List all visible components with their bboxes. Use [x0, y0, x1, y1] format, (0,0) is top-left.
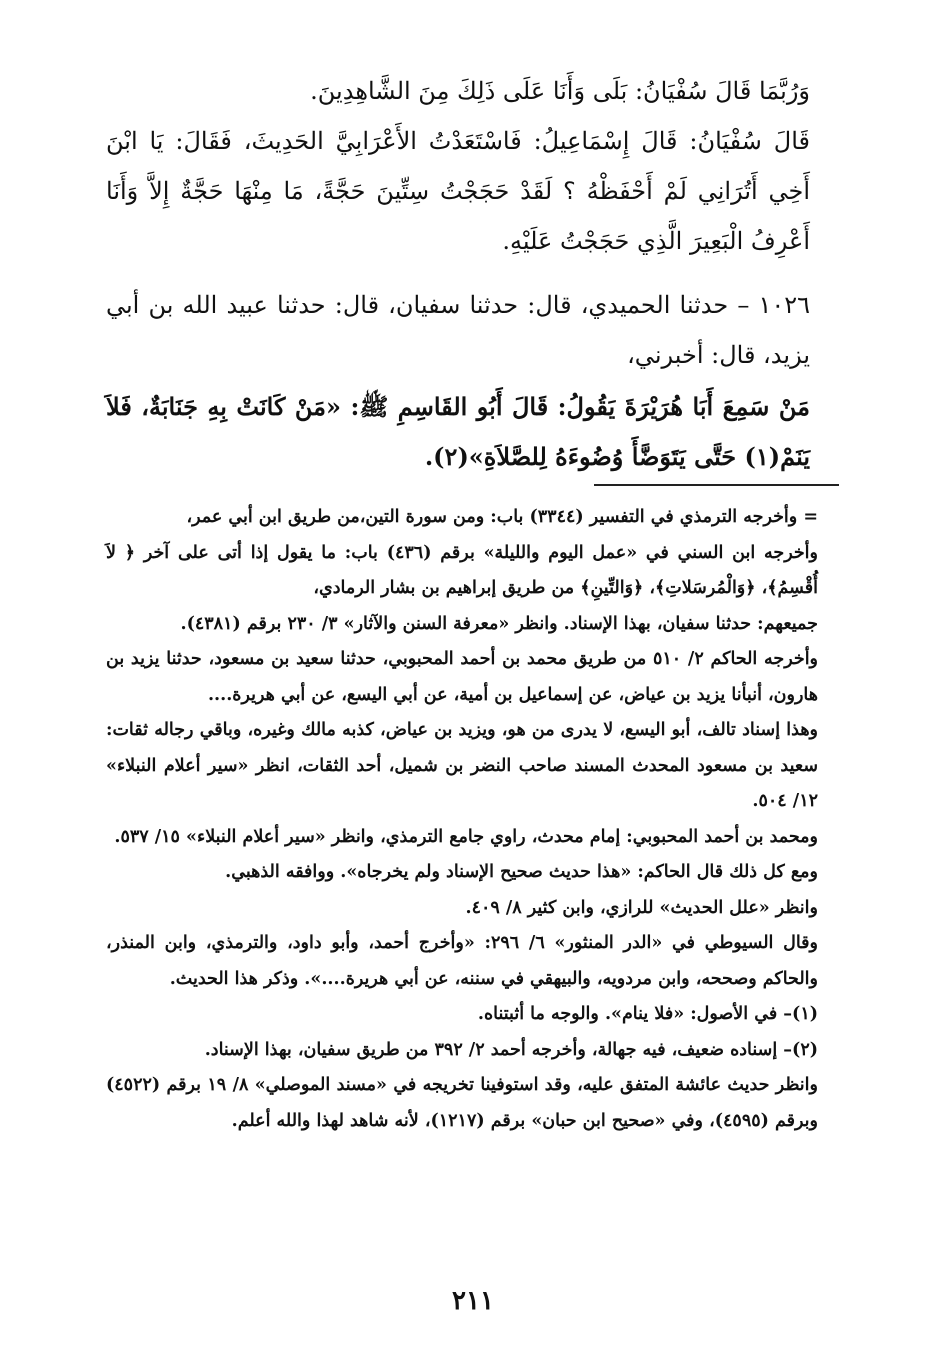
- footnote-line: وانظر «علل الحديث» للرازي، وابن كثير ٨/ ٤٠٩.: [465, 897, 818, 918]
- footnote-line: وانظر حديث عائشة المتفق عليه، وقد استوفينا تخريجه في «مسند الموصلي» ٨/ ١٩ برقم (٤٥٢٢) وبرقم (٤٥٩٥)، وفي «صحيح ابن حبان» برقم (١٢١٧)، لأنه شاهد لهذا والله أعلم.: [106, 1075, 818, 1131]
- main-paragraph-2: قَالَ سُفْيَانُ: قَالَ إِسْمَاعِيلُ: فَاسْتَعَدْتُ الأَعْرَابِيَّ الحَدِيثَ، فَقَالَ: يَا ابْنَ أَخِي أَتُرَانِي لَمْ أَحْفَظْهُ ؟ لَقَدْ حَجَجْتُ سِتِّينَ حَجَّةً، مَا مِنْهَا حَجَّةٌ إِلاَّ وَأَنَا أَعْرِفُ الْبَعِيرَ الَّذِي حَجَجْتُ عَلَيْهِ.: [106, 127, 810, 255]
- hadith-isnad: ١٠٢٦ – حدثنا الحميدي، قال: حدثنا سفيان، قال: حدثنا عبيد الله بن أبي يزيد، قال: أخبرني،: [106, 291, 810, 369]
- footnote-line: وهذا إسناد تالف، أبو اليسع، لا يدرى من هو، ويزيد بن عياض، كذبه مالك وغيره، وباقي رجاله ثقات: سعيد بن مسعود المحدث المسند صاحب النضر بن شميل، أحد الثقات، انظر «سير أعلام النبلاء» ١٢/ ٥٠٤.: [106, 720, 818, 811]
- main-paragraph-1: وَرُبَّمَا قَالَ سُفْيَانُ: بَلَى وَأَنَا عَلَى ذَلِكَ مِنَ الشَّاهِدِينَ.: [310, 77, 810, 105]
- page-number: ٢١١: [452, 1286, 494, 1316]
- footnote-line: = وأخرجه الترمذي في التفسير (٣٣٤٤) باب: ومن سورة التين،من طريق ابن أبي عمر،: [186, 507, 818, 527]
- footnote-line: ومحمد بن أحمد المحبوبي: إمام محدث، راوي جامع الترمذي، وانظر «سير أعلام النبلاء» ١٥/ ٥٣٧.: [114, 826, 818, 847]
- footnote-line: ومع كل ذلك قال الحاكم: «هذا حديث صحيح الإسناد ولم يخرجاه». ووافقه الذهبي.: [225, 862, 818, 882]
- footnote-1: (١)– في الأصول: «فلا ينام». والوجه ما أثبتناه.: [477, 1004, 818, 1024]
- footnotes: [106, 500, 838, 1139]
- footnote-line: جميعهم: حدثنا سفيان، بهذا الإسناد. وانظر «معرفة السنن والآثار» ٣/ ٢٣٠ برقم (٤٣٨١).: [180, 613, 818, 634]
- main-text: [106, 66, 838, 482]
- footnote-divider: [594, 484, 839, 486]
- footnote-line: وقال السيوطي في «الدر المنثور» ٦/ ٢٩٦: «وأخرج أحمد، وأبو داود، والترمذي، وابن المنذر، والحاكم وصححه، وابن مردويه، والبيهقي في سننه، عن أبي هريرة....». وذكر هذا الحديث.: [106, 933, 818, 989]
- hadith-matn: مَنْ سَمِعَ أَبَا هُرَيْرَةَ يَقُولُ: قَالَ أَبُو القَاسِمِ ﷺ: «مَنْ كَانَتْ بِهِ جَنَابَةٌ، فَلاَ يَنَمْ(١) حَتَّى يَتَوَضَّأَ وُضُوءَهُ لِلصَّلاَةِ»(٢).: [106, 392, 810, 471]
- footnote-2: (٢)– إسناده ضعيف، فيه جهالة، وأخرجه أحمد ٢/ ٣٩٢ من طريق سفيان، بهذا الإسناد.: [204, 1039, 818, 1060]
- footnote-line: وأخرجه ابن السني في «عمل اليوم والليلة» برقم (٤٣٦) باب: ما يقول إذا أتى على آخر ﴿ لاَ أُقْسِمُ﴾، ﴿وَالْمُرسَلاتِ﴾، ﴿وَالتِّينِ﴾ من طريق إبراهيم بن بشار الرمادي،: [106, 542, 818, 598]
- footnote-line: وأخرجه الحاكم ٢/ ٥١٠ من طريق محمد بن أحمد المحبوبي، حدثنا سعيد بن مسعود، حدثنا يزيد بن هارون، أنبأنا يزيد بن عياض، عن إسماعيل بن أمية، عن أبي اليسع، عن أبي هريرة....: [106, 649, 819, 705]
